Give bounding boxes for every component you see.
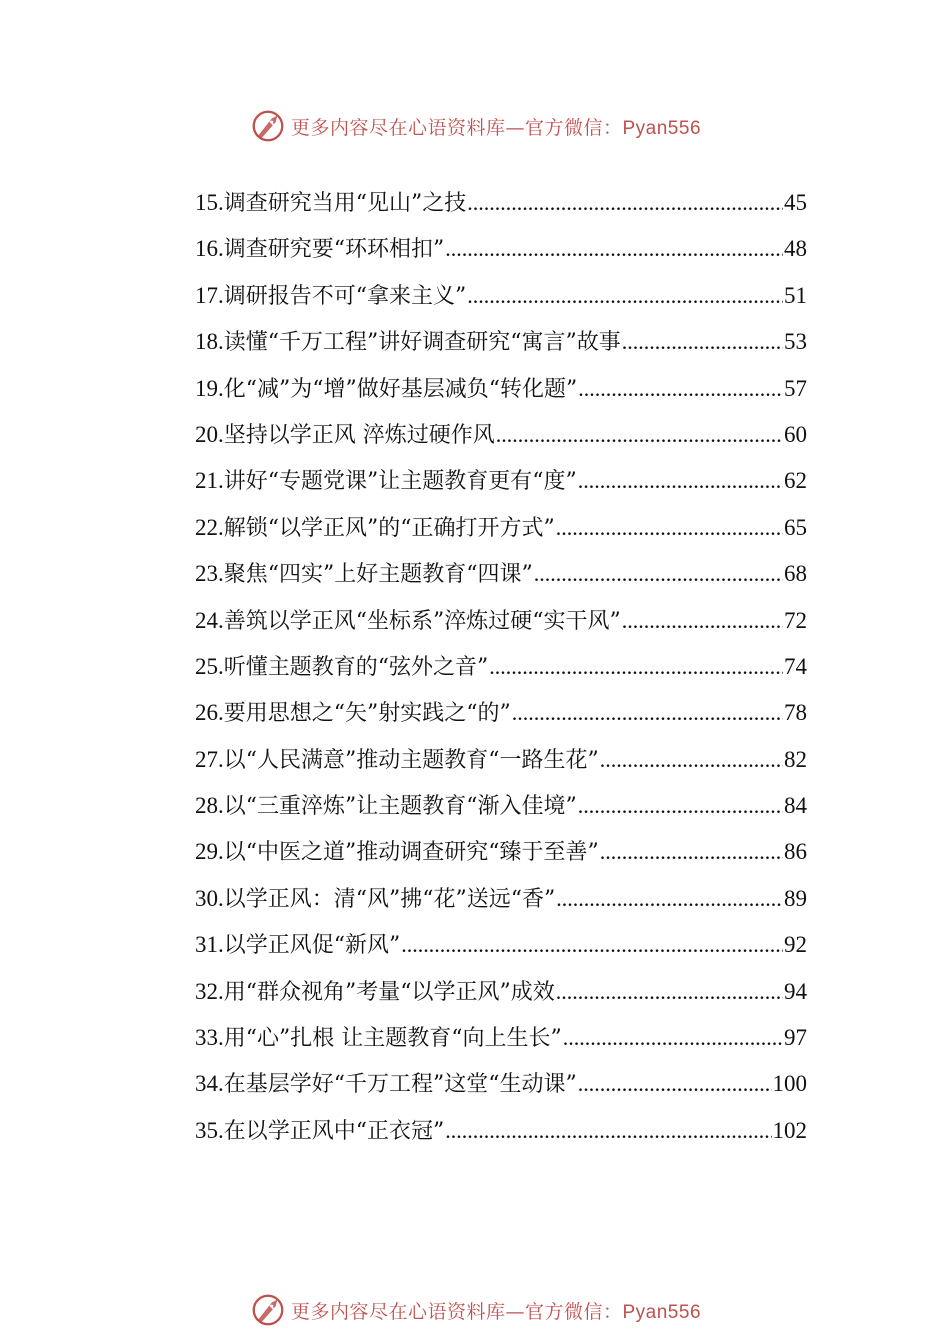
pen-nib-logo-icon [249, 107, 287, 145]
toc-entry-page: 94 [784, 978, 807, 1004]
toc-entry[interactable] [195, 969, 807, 1015]
toc-entry-title: 以“三重淬炼”让主题教育“渐入佳境” [223, 794, 577, 820]
toc-entry-page: 84 [784, 793, 807, 819]
toc-entry-page: 65 [784, 514, 807, 540]
toc-entry-title: 讲好“专题党课”让主题教育更有“度” [223, 469, 577, 495]
toc-entry-title: 在以学正风中“正衣冠” [223, 1118, 445, 1144]
toc-entry-title: 坚持以学正风 淬炼过硬作风 [223, 422, 495, 448]
toc-dot-leader [622, 319, 783, 365]
toc-entry-page: 89 [784, 885, 807, 911]
toc-entry[interactable] [195, 412, 807, 458]
toc-dot-leader [445, 226, 783, 272]
toc-entry[interactable] [195, 458, 807, 504]
toc-entry-number: 31. [195, 932, 224, 958]
toc-entry-page: 74 [784, 653, 807, 679]
toc-entry-number: 15. [195, 190, 224, 215]
toc-entry[interactable] [195, 319, 807, 365]
toc-entry-page: 78 [784, 700, 807, 726]
header-wechat-id: Pyan556 [622, 117, 702, 139]
toc-entry-title: 聚焦“四实”上好主题教育“四课” [223, 562, 533, 588]
toc-entry-page: 68 [784, 561, 807, 587]
toc-entry-page: 97 [784, 1025, 807, 1051]
toc-entry[interactable] [195, 598, 807, 644]
toc-entry-page: 102 [772, 1117, 807, 1143]
toc-entry-number: 19. [195, 375, 224, 401]
toc-entry[interactable] [195, 876, 807, 922]
toc-dot-leader [556, 505, 783, 551]
toc-entry-title: 以学正风：清“风”拂“花”送远“香” [223, 886, 556, 912]
toc-dot-leader [512, 690, 783, 736]
footer-wechat-id: Pyan556 [622, 1301, 702, 1323]
toc-entry-title: 用“心”扎根 让主题教育“向上生长” [223, 1026, 562, 1052]
toc-entry[interactable] [195, 922, 807, 968]
toc-dot-leader [467, 273, 783, 319]
toc-entry-number: 24. [195, 607, 224, 633]
toc-entry[interactable] [195, 551, 807, 597]
toc-entry-number: 18. [195, 329, 224, 355]
toc-dot-leader [600, 737, 783, 783]
toc-entry-number: 26. [195, 700, 224, 726]
toc-entry-number: 17. [195, 282, 224, 308]
toc-dot-leader [622, 598, 783, 644]
toc-entry-title: 在基层学好“千万工程”这堂“生动课” [223, 1072, 577, 1098]
toc-entry-title: 用“群众视角”考量“以学正风”成效 [223, 979, 555, 1005]
toc-entry-number: 35. [195, 1117, 224, 1143]
toc-dot-leader [534, 551, 783, 597]
toc-entry[interactable] [195, 829, 807, 875]
toc-entry-title: 以学正风促“新风” [223, 933, 401, 959]
toc-entry[interactable] [195, 737, 807, 783]
toc-entry[interactable] [195, 1015, 807, 1061]
toc-entry[interactable] [195, 644, 807, 690]
toc-dot-leader [489, 644, 783, 690]
header-watermark-banner [0, 106, 950, 146]
toc-entry[interactable] [195, 180, 807, 226]
toc-entry-number: 28. [195, 793, 224, 819]
toc-entry-page: 62 [784, 468, 807, 494]
toc-entry-title: 调查研究要“环环相扣” [223, 237, 445, 263]
toc-entry-number: 32. [195, 978, 224, 1004]
toc-entry-page: 57 [784, 375, 807, 401]
toc-dot-leader [563, 1015, 783, 1061]
toc-entry-page: 60 [784, 421, 807, 447]
toc-entry[interactable] [195, 226, 807, 272]
toc-entry-page: 82 [784, 746, 807, 772]
toc-entry-page: 51 [784, 282, 807, 308]
toc-entry[interactable] [195, 273, 807, 319]
toc-entry-title: 调研报告不可“拿来主义” [223, 283, 467, 309]
toc-entry-number: 29. [195, 839, 224, 865]
toc-entry-title: 要用思想之“矢”射实践之“的” [223, 701, 511, 727]
toc-entry-number: 16. [195, 236, 224, 262]
toc-entry-title: 解锁“以学正风”的“正确打开方式” [223, 515, 555, 541]
toc-entry-number: 33. [195, 1025, 224, 1051]
toc-entry-page: 92 [784, 932, 807, 958]
pen-nib-logo-icon [249, 1291, 287, 1329]
toc-dot-leader [556, 876, 783, 922]
footer-banner-text: 更多内容尽在心语资料库—官方微信： [290, 1300, 623, 1323]
toc-entry-title: 以“中医之道”推动调查研究“臻于至善” [223, 840, 599, 866]
toc-entry-number: 20. [195, 421, 224, 447]
toc-dot-leader [578, 1061, 772, 1107]
toc-entry-title: 以“人民满意”推动主题教育“一路生花” [223, 747, 599, 773]
header-banner-text: 更多内容尽在心语资料库—官方微信： [290, 116, 623, 139]
toc-dot-leader [578, 458, 783, 504]
toc-entry-number: 23. [195, 561, 224, 587]
toc-entry-page: 48 [784, 236, 807, 262]
toc-entry-title: 善筑以学正风“坐标系”淬炼过硬“实干风” [223, 608, 621, 634]
toc-dot-leader [556, 969, 783, 1015]
toc-entry-page: 72 [784, 607, 807, 633]
toc-entry-page: 45 [784, 190, 807, 215]
toc-entry[interactable] [195, 783, 807, 829]
footer-watermark-banner [0, 1290, 950, 1330]
toc-entry[interactable] [195, 690, 807, 736]
toc-entry-number: 21. [195, 468, 224, 494]
toc-entry-title: 听懂主题教育的“弦外之音” [223, 654, 489, 680]
toc-entry-number: 27. [195, 746, 224, 772]
table-of-contents [195, 180, 807, 1154]
toc-entry-number: 22. [195, 514, 224, 540]
toc-dot-leader [496, 412, 783, 458]
toc-entry-page: 53 [784, 329, 807, 355]
toc-entry-number: 30. [195, 885, 224, 911]
toc-dot-leader [467, 180, 783, 226]
toc-entry-number: 25. [195, 653, 224, 679]
toc-entry[interactable] [195, 505, 807, 551]
toc-entry-title: 化“减”为“增”做好基层减负“转化题” [223, 376, 578, 402]
toc-dot-leader [578, 366, 783, 412]
toc-entry-number: 34. [195, 1071, 224, 1097]
toc-entry-title: 调查研究当用“见山”之技 [223, 191, 467, 216]
toc-entry-page: 100 [772, 1071, 807, 1097]
toc-entry-page: 86 [784, 839, 807, 865]
toc-dot-leader [445, 1108, 771, 1154]
toc-entry-title: 读懂“千万工程”讲好调查研究“寓言”故事 [223, 330, 621, 356]
toc-dot-leader [578, 783, 783, 829]
toc-dot-leader [401, 922, 783, 968]
toc-dot-leader [600, 829, 783, 875]
toc-entry[interactable] [195, 366, 807, 412]
toc-entry[interactable] [195, 1108, 807, 1154]
toc-entry[interactable] [195, 1061, 807, 1107]
